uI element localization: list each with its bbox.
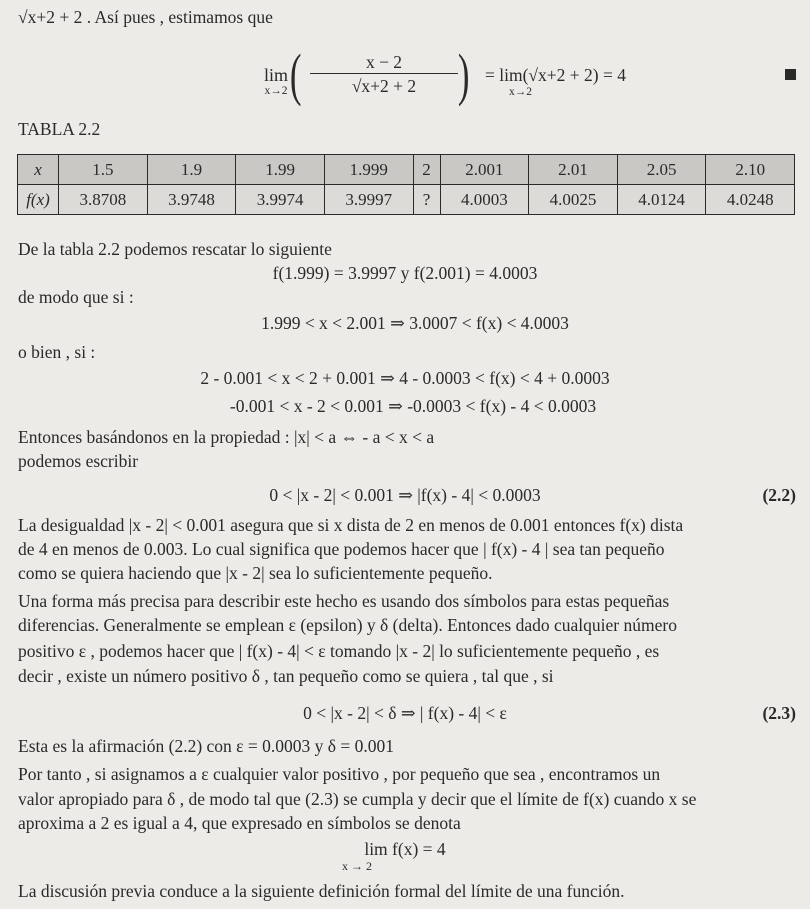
left-paren: ( [289, 42, 302, 107]
fraction-numerator: x − 2 [310, 51, 458, 74]
table-cell: 3.9748 [147, 185, 236, 215]
paragraph: La desigualdad |x - 2| < 0.001 asegura que si x dista de 2 en menos de 0.001 entonces f(x) dista [18, 515, 684, 535]
values-table [17, 154, 795, 215]
paragraph: La discusión previa conduce a la siguiente definición formal del límite de una función. [18, 881, 625, 901]
fraction [310, 51, 458, 98]
table-row [18, 185, 795, 215]
table-cell: 2.10 [706, 155, 795, 185]
equation: 0 < |x - 2| < δ ⇒ | f(x) - 4| < ε [303, 703, 507, 723]
equation-number: (2.3) [762, 703, 796, 723]
limit-rhs: = lim(√x+2 + 2) = 4 [485, 65, 626, 85]
paragraph: De la tabla 2.2 podemos rescatar lo siguiente [18, 239, 332, 259]
equation: 1.999 < x < 2.001 ⇒ 3.0007 < f(x) < 4.0003 [261, 313, 569, 333]
table-cell: 4.0025 [529, 185, 618, 215]
rhs-limit-sub: x→2 [509, 86, 532, 98]
paragraph: Esta es la afirmación (2.2) con ε = 0.0003 y δ = 0.001 [18, 736, 395, 756]
row-label-x: x [18, 155, 59, 185]
table-cell: 2.01 [529, 155, 618, 185]
equation: 0 < |x - 2| < 0.001 ⇒ |f(x) - 4| < 0.0003 [269, 485, 541, 505]
paragraph: diferencias. Generalmente se emplean ε (epsilon) y δ (delta). Entonces dado cualquier número [18, 615, 677, 635]
limit-operator: lim x→2 [263, 65, 288, 97]
table-cell: 1.999 [324, 155, 413, 185]
paragraph: decir , existe un número positivo δ , tan pequeño como se quiera , tal que , si [18, 666, 554, 686]
table-cell: 1.9 [147, 155, 236, 185]
paragraph: de modo que si : [18, 287, 134, 307]
paragraph: de 4 en menos de 0.003. Lo cual significa que podemos hacer que | f(x) - 4 | sea tan pequeño [18, 539, 665, 559]
table-cell: 3.9974 [236, 185, 325, 215]
paragraph: como se quiera haciendo que |x - 2| sea lo suficientemente pequeño. [18, 563, 493, 583]
continuation-text: √x+2 + 2 . Así pues , estimamos que [18, 7, 273, 27]
equation-number: (2.2) [762, 485, 796, 505]
end-of-proof-square [785, 69, 796, 80]
table-row [18, 155, 795, 185]
fraction-denominator: √x+2 + 2 [351, 76, 417, 96]
table-cell: 4.0248 [706, 185, 795, 215]
paragraph: Una forma más precisa para describir este hecho es usando dos símbolos para estas pequeñas [18, 591, 670, 611]
paragraph: o bien , si : [18, 342, 96, 362]
equation: f(1.999) = 3.9997 y f(2.001) = 4.0003 [272, 263, 538, 283]
table-cell: 1.99 [236, 155, 325, 185]
table-cell: 3.8708 [59, 185, 148, 215]
table-cell: ? [413, 185, 440, 215]
paragraph: aproxima a 2 es igual a 4, que expresado en símbolos se denota [18, 813, 461, 833]
table-cell: 1.5 [59, 155, 148, 185]
equation: 2 - 0.001 < x < 2 + 0.001 ⇒ 4 - 0.0003 < f(x) < 4 + 0.0003 [200, 368, 610, 388]
table-cell: 2 [413, 155, 440, 185]
right-paren: ) [457, 42, 470, 107]
paragraph: Entonces basándonos en la propiedad : |x| < a ⇔ - a < x < a [18, 427, 435, 447]
equation: -0.001 < x - 2 < 0.001 ⇒ -0.0003 < f(x) - 4 < 0.0003 [229, 396, 597, 416]
row-label-fx: f(x) [18, 185, 59, 215]
limit-statement: lim f(x) = 4 [364, 839, 446, 859]
paragraph: Por tanto , si asignamos a ε cualquier valor positivo , por pequeño que sea , encontramos un [18, 764, 661, 784]
table-cell: 4.0124 [617, 185, 706, 215]
table-cell: 2.001 [440, 155, 529, 185]
paragraph: valor apropiado para δ , de modo tal que (2.3) se cumpla y decir que el límite de f(x) cuando x se [18, 789, 697, 809]
table-cell: 4.0003 [440, 185, 529, 215]
table-cell: 3.9997 [324, 185, 413, 215]
paragraph: podemos escribir [18, 451, 139, 471]
table-cell: 2.05 [617, 155, 706, 185]
limit-statement-sub: x → 2 [342, 859, 372, 873]
paragraph: positivo ε , podemos hacer que | f(x) - 4| < ε tomando |x - 2| lo suficientemente pequeño , es [18, 641, 660, 661]
table-caption: TABLA 2.2 [18, 119, 101, 139]
